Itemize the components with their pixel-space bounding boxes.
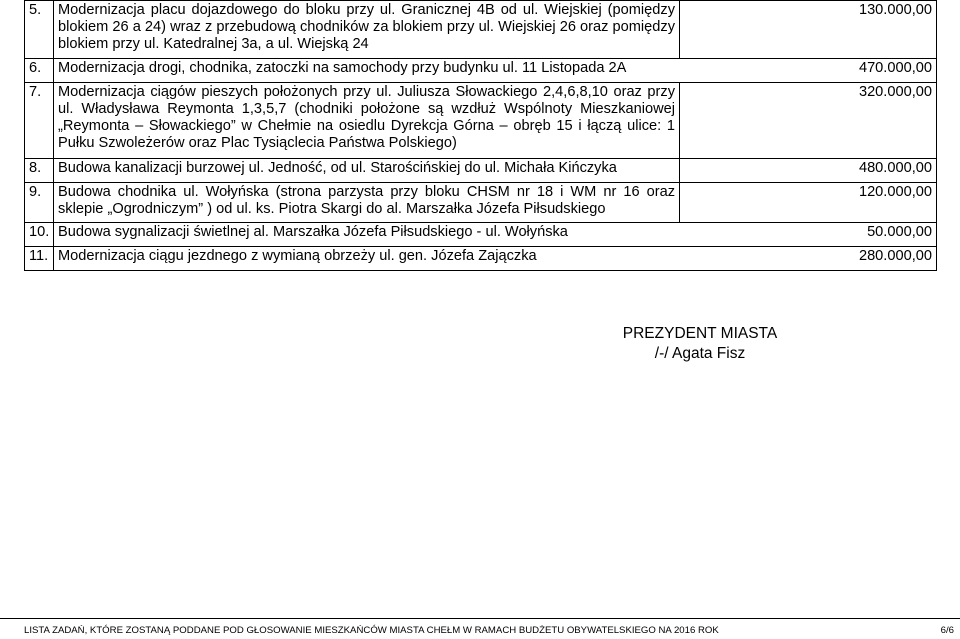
task-description-row — [54, 59, 937, 83]
table-row — [25, 223, 937, 247]
table-row — [25, 183, 937, 223]
task-description-row — [54, 247, 937, 271]
table-row — [25, 1, 937, 59]
table-row — [25, 247, 937, 271]
task-amount: 480.000,00 — [680, 159, 937, 183]
table-row — [25, 83, 937, 159]
task-amount: 470.000,00 — [858, 60, 932, 76]
table-row — [25, 59, 937, 83]
task-description: Modernizacja ciągów pieszych położonych przy ul. Juliusza Słowackiego 2,4,6,8,10 oraz przy ul. Władysława Reymonta 1,3,5,7 (chodniki położone są wzdłuż Wspólnoty Mieszkaniowej „Reymonta – Słowackiego” w Chełmie na osiedlu Dyrekcja Górna – obręb 15 i łączą ulice: 1 Pułku Szwoleżerów oraz Plac Tysiąclecia Państwa Polskiego) — [54, 83, 680, 159]
task-amount: 120.000,00 — [680, 183, 937, 223]
task-number: 11. — [25, 247, 54, 271]
task-amount: 50.000,00 — [867, 224, 932, 240]
task-number: 5. — [25, 1, 54, 59]
task-description: Budowa kanalizacji burzowej ul. Jedność, od ul. Starościńskiej do ul. Michała Kińczyka — [54, 159, 680, 183]
task-list-table — [24, 0, 937, 271]
page-footer — [0, 618, 960, 638]
task-description: Budowa chodnika ul. Wołyńska (strona parzysta przy bloku CHSM nr 18 i WM nr 16 oraz sklepie „Ogrodniczym” ) od ul. ks. Piotra Skargi do al. Marszałka Józefa Piłsudskiego — [54, 183, 680, 223]
task-amount: 280.000,00 — [858, 248, 932, 264]
signature-name: /-/ Agata Fisz — [654, 345, 746, 362]
task-number: 6. — [25, 59, 54, 83]
task-amount: 320.000,00 — [680, 83, 937, 159]
task-number: 9. — [25, 183, 54, 223]
table-row — [25, 159, 937, 183]
task-number: 8. — [25, 159, 54, 183]
task-amount: 130.000,00 — [680, 1, 937, 59]
signature-title: PREZYDENT MIASTA — [622, 325, 778, 342]
task-description-row — [54, 223, 937, 247]
task-description: Modernizacja drogi, chodnika, zatoczki na samochody przy budynku ul. 11 Listopada 2A — [58, 60, 627, 76]
task-number: 7. — [25, 83, 54, 159]
footer-title: LISTA ZADAŃ, KTÓRE ZOSTANĄ PODDANE POD GŁOSOWANIE MIESZKAŃCÓW MIASTA CHEŁM W RAMACH BUDŻETU OBYWATELSKIEGO NA 2016 ROK — [24, 625, 719, 636]
task-number: 10. — [25, 223, 54, 247]
task-description: Budowa sygnalizacji świetlnej al. Marszałka Józefa Piłsudskiego - ul. Wołyńska — [58, 224, 568, 240]
task-description: Modernizacja placu dojazdowego do bloku przy ul. Granicznej 4B od ul. Wiejskiej (pomiędzy blokiem 26 a 24) wraz z przebudową chodników za blokiem przy ul. Wiejskiej 26 oraz pomiędzy blokiem przy ul. Katedralnej 3a, a ul. Wiejską 24 — [54, 1, 680, 59]
task-description: Modernizacja ciągu jezdnego z wymianą obrzeży ul. gen. Józefa Zajączka — [58, 248, 537, 264]
page-number: 6/6 — [940, 625, 954, 636]
